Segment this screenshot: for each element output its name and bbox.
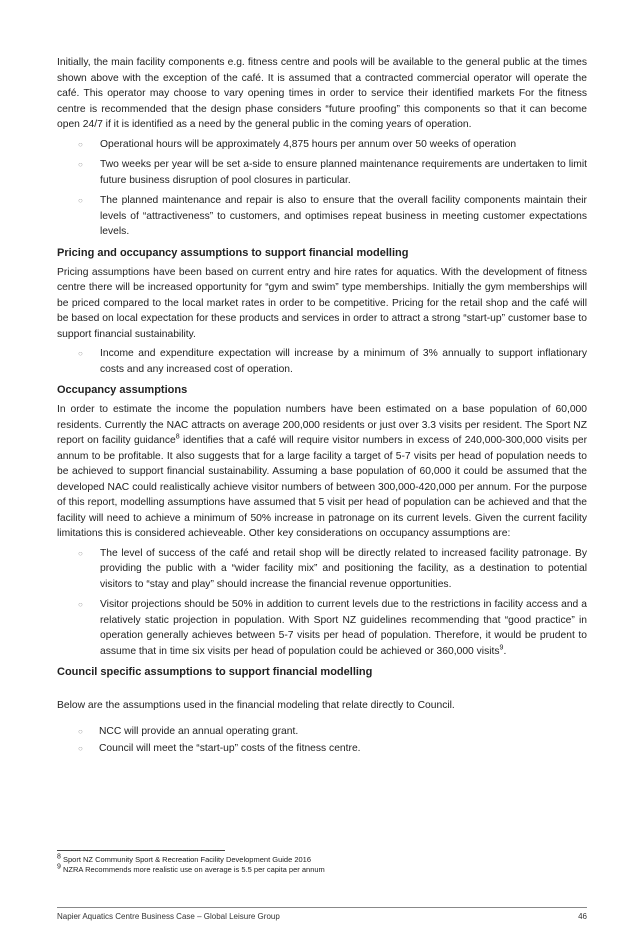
- bullet-icon: ○: [78, 139, 83, 149]
- occupancy-paragraph: In order to estimate the income the population numbers have been estimated on a base population of 60,000 residents. Currently the NAC attracts on average 200,000 residents or just over 3.3 visits per resident. The Sport NZ report on facility guidance$^8$ identifies that a café will require visitor numbers in excess of 240,000-300,000 visits per annum to be profitable. It also suggests that for a large facility a target of 5-7 visits per head of population needs to be achieved to support financial sustainability. Assuming a base population of 60,000 it could be assumed that the developed NAC could realistically achieve visitor numbers of between 300,000-420,000 per annum. For the purpose of this report, modelling assumptions have assumed that 5 visit per head of population can be achieved and that the facility will need to achieve a minimum of 50% increase in patronage on its current levels. Given the current facility limitations this is considered achieveable. Other key considerations on occupancy assumptions are:: [57, 404, 588, 539]
- list-item: ○ Council will meet the “start-up” costs of the fitness centre.: [57, 741, 587, 757]
- pricing-bullet-list: [57, 346, 587, 377]
- list-item: ○ Visitor projections should be 50% in addition to current levels due to the restrictions in facility access and a relatively static projection in population. With Sport NZ guidelines recommending that “good practice” in operation generally achieves between 5-7 visits per head of population. Therefore, it would be prudent to assume that in time six visits per head of population could be achieved or 360,000 visits$^9$.: [78, 599, 587, 657]
- list-item: ○ Operational hours will be approximately 4,875 hours per annum over 50 weeks of operation: [57, 137, 587, 153]
- footnote: $^8$ Sport NZ Community Sport & Recreation Facility Development Guide 2016: [57, 853, 312, 864]
- bullet-icon: ○: [78, 349, 83, 358]
- bullet-icon: ○: [78, 548, 83, 558]
- page-number: 46: [578, 912, 587, 921]
- occupancy-bullet-list: [57, 546, 587, 660]
- list-item: ○ The level of success of the café and retail shop will be directly related to increased facility patronage. By providing the public with a “wider facility mix” and positioning the facility, as a destination to potential visitors to “stay and play” should increase the financial revenue opportunities.: [78, 547, 587, 590]
- pricing-paragraph: Pricing assumptions have been based on current entry and hire rates for aquatics. With the development of fitness centre there will be increased opportunity for “gym and swim” type memberships. Initially the gym memberships will be priced compared to the local market rates in order to be competitive. Pricing for the retail shop and the café will be based on local expectation for these products and services in order to attract a strong “start-up” customer base to support financial sustainability.: [57, 266, 587, 340]
- footnote-ref: 9: [499, 644, 504, 652]
- council-paragraph: Below are the assumptions used in the financial modeling that relate directly to Council.: [57, 700, 455, 711]
- intro-bullet-list: [57, 137, 587, 240]
- footer-title: Napier Aquatics Centre Business Case – Global Leisure Group: [57, 912, 280, 921]
- footnote: $^9$ NZRA Recommends more realistic use on average is 5.5 per capita per annum: [57, 863, 325, 874]
- footnote-divider: [57, 850, 225, 851]
- footnote-ref: 8: [175, 433, 180, 441]
- list-item: ○ NCC will provide an annual operating grant.: [57, 724, 587, 740]
- bullet-icon: ○: [78, 600, 83, 609]
- occupancy-heading: Occupancy assumptions: [57, 384, 188, 396]
- bullet-icon: ○: [78, 160, 83, 169]
- bullet-icon: ○: [78, 196, 83, 205]
- list-item: ○ Two weeks per year will be set a-side to ensure planned maintenance requirements are undertaken to limit future business disruption of pool closures in particular.: [78, 159, 587, 186]
- pricing-heading: Pricing and occupancy assumptions to support financial modelling: [57, 246, 409, 259]
- footnotes: [57, 855, 587, 875]
- bullet-icon: ○: [78, 744, 83, 753]
- bullet-icon: ○: [78, 726, 83, 736]
- council-bullet-list: [57, 724, 587, 757]
- intro-paragraph: Initially, the main facility components e.g. fitness centre and pools will be available to the general public at the times shown above with the exception of the café. It is assumed that a contracted commercial operator will operate the café. This operator may choose to vary opening times in order to service their identified markets For the fitness centre is recommended that the design phase considers “future proofing” this components so that it can become open 24/7 if it is identified as a need by the general public in the coming years of operation.: [57, 57, 587, 130]
- list-item: ○ Income and expenditure expectation will increase by a minimum of 3% annually to support inflationary costs and any increased cost of operation.: [78, 348, 587, 375]
- footer-divider: [57, 907, 587, 908]
- page-body: [57, 55, 587, 759]
- list-item: ○ The planned maintenance and repair is also to ensure that the overall facility components maintain their levels of “attractiveness” to customers, and optimises repeat business in meeting customer expectations levels.: [78, 195, 587, 237]
- council-heading: Council specific assumptions to support financial modelling: [57, 666, 373, 678]
